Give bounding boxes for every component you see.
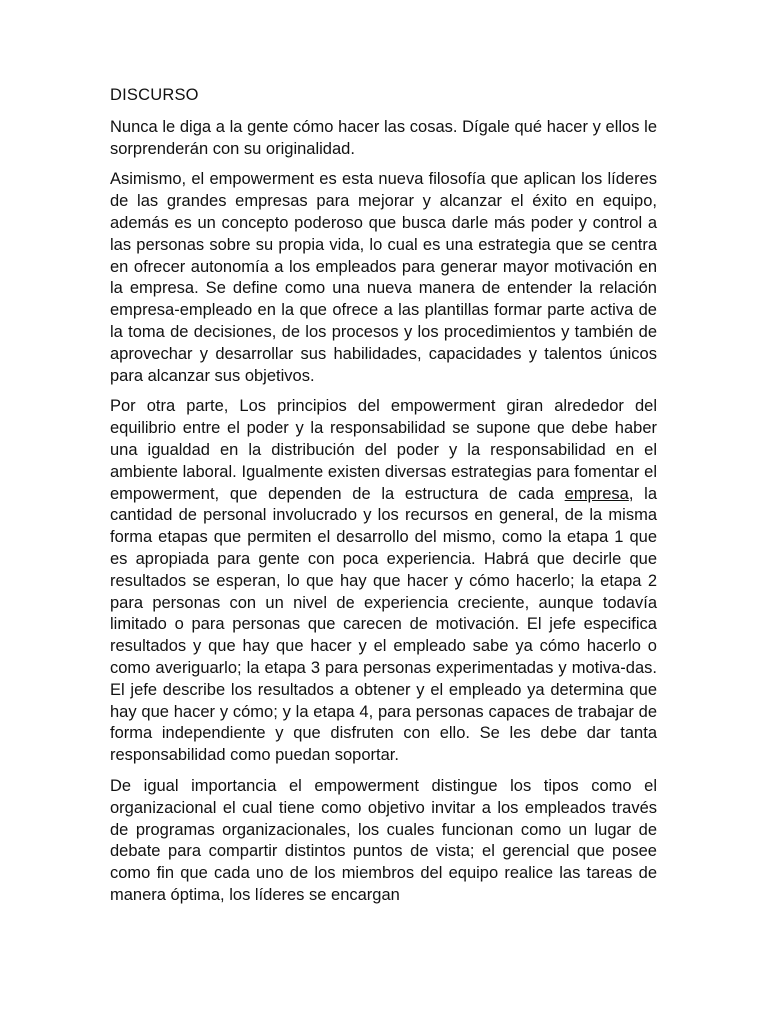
paragraph-principles-text-before-link: Por otra parte, Los principios del empowerment giran alrededor del equilibrio entre el poder y la responsabilidad se supone que debe haber una igualdad en la distribución del poder y la responsabilidad en el ambiente laboral. Igualmente existen diversas estrategias para fomentar el empowerment, que dependen de la estructura de cada <box>110 397 657 503</box>
paragraph-principles-text-after-link: , la cantidad de personal involucrado y los recursos en general, de la misma forma etapas que permiten el desarrollo del mismo, como la etapa 1 que es apropiada para gente con poca experiencia. Habrá que decirle que resultados se esperan, lo que hay que hacer y cómo hacerlo; la etapa 2 para personas con un nivel de experiencia creciente, aunque todavía limitado o para personas que carecen de motivación. El jefe especifica resultados y que hay que hacer y el empleado sabe ya cómo hacerlo o como averiguarlo; la etapa 3 para personas experimentadas y motiva-das. El jefe describe los resultados a obtener y el empleado ya determina que hay que hacer y cómo; y la etapa 4, para personas capaces de trabajar de forma independiente y que disfruten con ello. Se les debe dar tanta responsabilidad como puedan soportar. <box>110 484 658 765</box>
document-title: DISCURSO <box>110 86 199 104</box>
paragraph-quote: Nunca le diga a la gente cómo hacer las cosas. Dígale qué hacer y ellos le sorprenderán con su originalidad. <box>110 117 657 158</box>
paragraph-empowerment-definition: Asimismo, el empowerment es esta nueva filosofía que aplican los líderes de las grandes empresas para mejorar y alcanzar el éxito en equipo, además es un concepto poderoso que busca darle más poder y control a las personas sobre su propia vida, lo cual es una estrategia que se centra en ofrecer autonomía a los empleados para generar mayor motivación en la empresa. Se define como una nueva manera de entender la relación empresa-empleado en la que ofrece a las plantillas formar parte activa de la toma de decisiones, de los procesos y los procedimientos y también de aprovechar y desarrollar sus habilidades, capacidades y talentos únicos para alcanzar sus objetivos. <box>110 170 657 385</box>
document-page <box>110 85 657 916</box>
empresa-link[interactable]: empresa <box>564 484 629 503</box>
paragraph-principles <box>110 396 657 767</box>
paragraph-types: De igual importancia el empowerment distingue los tipos como el organizacional el cual tiene como objetivo invitar a los empleados través de programas organizacionales, los cuales funcionan como un lugar de debate para compartir distintos puntos de vista; el gerencial que posee como fin que cada uno de los miembros del equipo realice las tareas de manera óptima, los líderes se encargan <box>110 776 657 904</box>
